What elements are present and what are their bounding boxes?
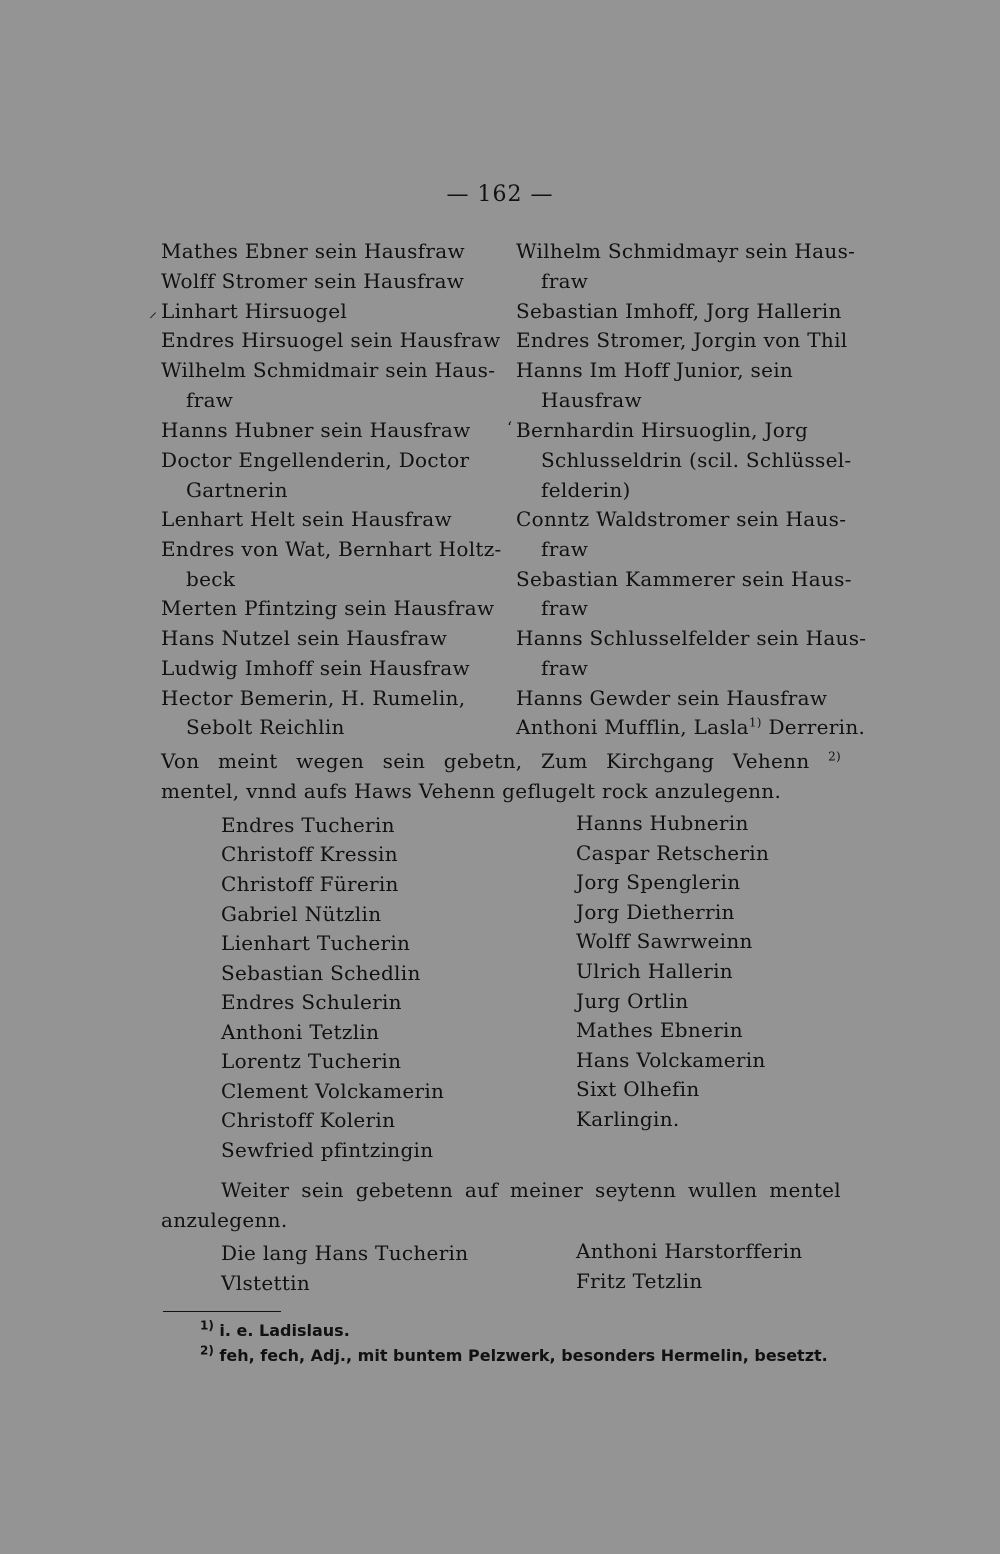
list-item: Hans Volckamerin xyxy=(576,1048,766,1072)
footnote-1 xyxy=(200,1320,350,1342)
list-item: Lenhart Helt sein Hausfraw xyxy=(161,507,452,531)
list-item: Christoff Kolerin xyxy=(221,1108,396,1132)
list-item-text: Anthoni Mufflin, Lasla xyxy=(516,715,749,739)
footnote-mark: 2) xyxy=(200,1343,214,1358)
list-item: Wolff Stromer sein Hausfraw xyxy=(161,269,465,293)
list-item: Bernhardin Hirsuoglin, Jorg xyxy=(516,418,809,442)
paragraph-line xyxy=(161,748,841,774)
list-item: Hector Bemerin, H. Rumelin, xyxy=(161,686,466,710)
paragraph-text: Von meint wegen sein gebetn, Zum Kirchgang Vehenn xyxy=(161,749,810,773)
list-item: Wilhelm Schmidmayr sein Haus- xyxy=(516,239,856,263)
list-item: Wilhelm Schmidmair sein Haus- xyxy=(161,358,496,382)
list-item: felderin) xyxy=(541,478,631,502)
list-item: Sebastian Kammerer sein Haus- xyxy=(516,567,852,591)
list-item: Endres Tucherin xyxy=(221,813,395,837)
list-item: Hanns Gewder sein Hausfraw xyxy=(516,686,828,710)
footnote-mark: 1) xyxy=(200,1318,214,1333)
list-item: Mathes Ebnerin xyxy=(576,1018,743,1042)
list-item: beck xyxy=(186,567,236,591)
margin-mark: ‘ xyxy=(507,418,513,437)
list-item: Lienhart Tucherin xyxy=(221,931,411,955)
footnote-text: feh, fech, Adj., mit buntem Pelzwerk, besonders Hermelin, besetzt. xyxy=(219,1346,828,1365)
footnote-2 xyxy=(200,1345,828,1367)
footnote-ref-2: 2) xyxy=(828,749,841,764)
list-item: Endres Stromer, Jorgin von Thil xyxy=(516,328,848,352)
list-item: fraw xyxy=(186,388,234,412)
list-item-tail: Derrerin. xyxy=(768,715,866,739)
paragraph-line: mentel, vnnd aufs Haws Vehenn geflugelt rock anzulegenn. xyxy=(161,779,782,803)
list-item: Endres Schulerin xyxy=(221,990,402,1014)
list-item: Ludwig Imhoff sein Hausfraw xyxy=(161,656,470,680)
list-item: fraw xyxy=(541,269,589,293)
paragraph-line: anzulegenn. xyxy=(161,1208,288,1232)
list-item: Hanns Schlusselfelder sein Haus- xyxy=(516,626,867,650)
list-item: Fritz Tetzlin xyxy=(576,1269,703,1293)
list-item-with-footnote xyxy=(516,714,865,740)
list-item: Vlstettin xyxy=(221,1271,311,1295)
list-item: Schlusseldrin (scil. Schlüssel- xyxy=(541,448,852,472)
list-item: Hanns Hubner sein Hausfraw xyxy=(161,418,471,442)
list-item: Sebastian Schedlin xyxy=(221,961,421,985)
list-item: Karlingin. xyxy=(576,1107,680,1131)
list-item: fraw xyxy=(541,537,589,561)
footnote-rule xyxy=(163,1311,281,1312)
list-item: Hans Nutzel sein Hausfraw xyxy=(161,626,448,650)
list-item: Wolff Sawrweinn xyxy=(576,929,753,953)
list-item: Sewfried pfintzingin xyxy=(221,1138,434,1162)
list-item: Mathes Ebner sein Hausfraw xyxy=(161,239,465,263)
list-item: Ulrich Hallerin xyxy=(576,959,733,983)
margin-mark: ⸝ xyxy=(149,302,158,321)
list-item: fraw xyxy=(541,596,589,620)
list-item: Clement Volckamerin xyxy=(221,1079,445,1103)
list-item: Christoff Fürerin xyxy=(221,872,399,896)
list-item: Hanns Hubnerin xyxy=(576,811,749,835)
list-item: Gabriel Nützlin xyxy=(221,902,382,926)
list-item: Endres von Wat, Bernhart Holtz- xyxy=(161,537,502,561)
list-item: Lorentz Tucherin xyxy=(221,1049,402,1073)
list-item: Anthoni Tetzlin xyxy=(221,1020,380,1044)
list-item: fraw xyxy=(541,656,589,680)
list-item: Endres Hirsuogel sein Hausfraw xyxy=(161,328,501,352)
list-item: Gartnerin xyxy=(186,478,288,502)
list-item: Jurg Ortlin xyxy=(576,989,689,1013)
list-item: Caspar Retscherin xyxy=(576,841,770,865)
list-item: Linhart Hirsuogel xyxy=(161,299,348,323)
list-item: Sebastian Imhoff, Jorg Hallerin xyxy=(516,299,842,323)
page-number: — 162 — xyxy=(446,182,554,207)
footnote-ref-1: 1) xyxy=(748,715,762,730)
list-item: Hanns Im Hoff Junior, sein xyxy=(516,358,794,382)
list-item: Sixt Olhefin xyxy=(576,1077,700,1101)
list-item: Hausfraw xyxy=(541,388,642,412)
list-item: Doctor Engellenderin, Doctor xyxy=(161,448,470,472)
list-item: Conntz Waldstromer sein Haus- xyxy=(516,507,847,531)
paragraph-line: Weiter sein gebetenn auf meiner seytenn wullen mentel xyxy=(221,1178,841,1202)
list-item: Die lang Hans Tucherin xyxy=(221,1241,469,1265)
list-item: Jorg Spenglerin xyxy=(576,870,741,894)
list-item: Sebolt Reichlin xyxy=(186,715,345,739)
list-item: Merten Pfintzing sein Hausfraw xyxy=(161,596,495,620)
footnote-text: i. e. Ladislaus. xyxy=(219,1321,350,1340)
list-item: Anthoni Harstorfferin xyxy=(576,1239,803,1263)
list-item: Jorg Dietherrin xyxy=(576,900,735,924)
list-item: Christoff Kressin xyxy=(221,842,398,866)
